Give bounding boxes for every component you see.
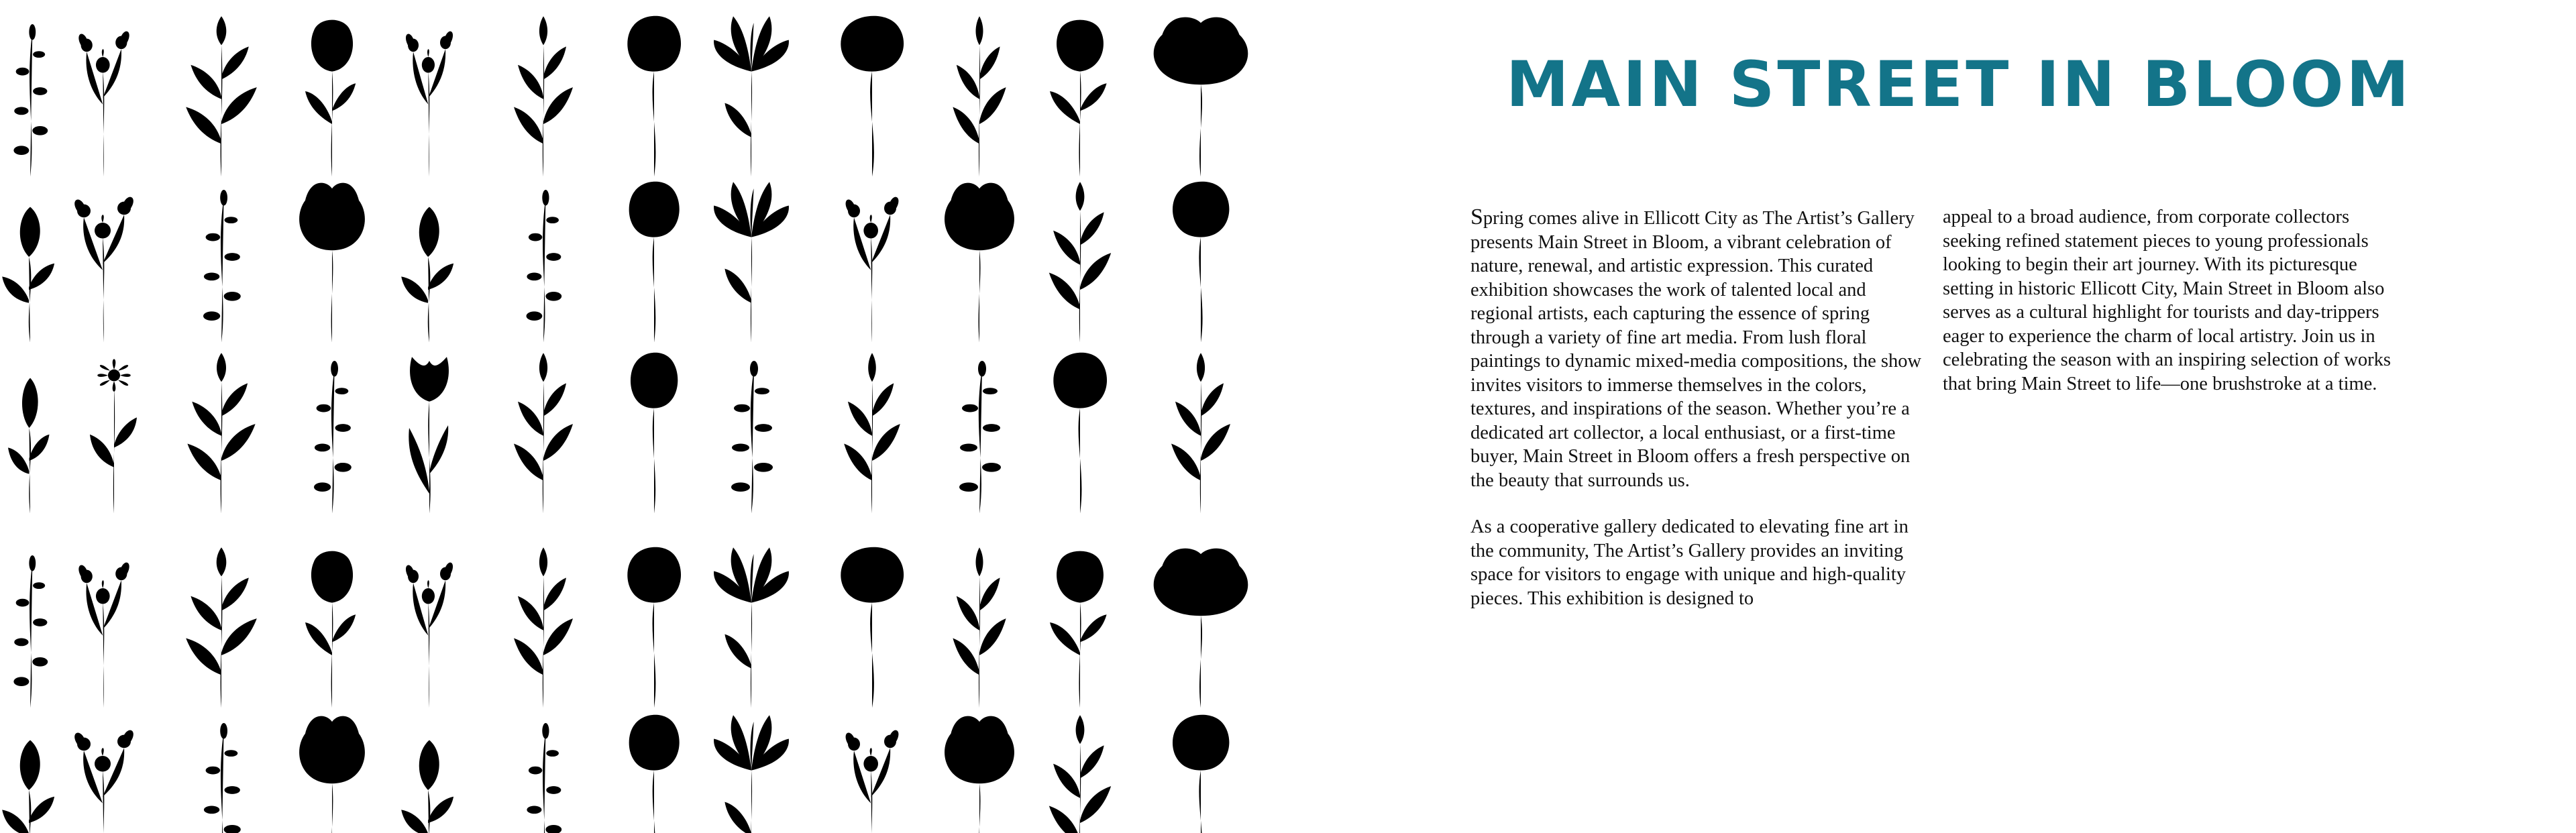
drop-cap: S bbox=[1470, 205, 1483, 229]
floral-line-art-panel bbox=[0, 0, 1275, 833]
article-paragraph-1 bbox=[1470, 205, 1933, 492]
paragraph-1-text: pring comes alive in Ellicott City as The Artist’s Gallery presents Main Street in Bloom, a vibrant celebration of nature, renewal, and artistic expression. This curated exhibition showcases the work of talented local and regional artists, each capturing the essence of spring through a variety of fine art media. From lush floral paintings to dynamic mixed-media compositions, the show invites visitors to immerse themselves in the colors, textures, and inspirations of the season. Whether you’re a dedicated art collector, a local enthusiast, or a first-time buyer, Main Street in Bloom offers a fresh perspective on the beauty that surrounds us. bbox=[1470, 208, 1922, 491]
article-paragraph-2: As a cooperative gallery dedicated to elevating fine art in the community, The Artist’s Gallery provides an inviting space for visitors to engage with unique and high-quality pieces. This exhibition is designed to bbox=[1470, 516, 1909, 609]
page-title: MAIN STREET IN BLOOM bbox=[1505, 48, 2412, 121]
article-column-right bbox=[1943, 205, 2406, 419]
article-column-left bbox=[1470, 205, 1933, 633]
article-paragraph-2-continued: appeal to a broad audience, from corporate collectors seeking refined statement pieces to young professionals looking to begin their art journey. With its picturesque setting in historic Ellicott City, Main Street in Bloom also serves as a cultural highlight for tourists and day-trippers eager to experience the charm of local artistry. Join us in celebrating the season with an inspiring selection of works that bring Main Street to life—one brushstroke at a time. bbox=[1943, 207, 2391, 394]
